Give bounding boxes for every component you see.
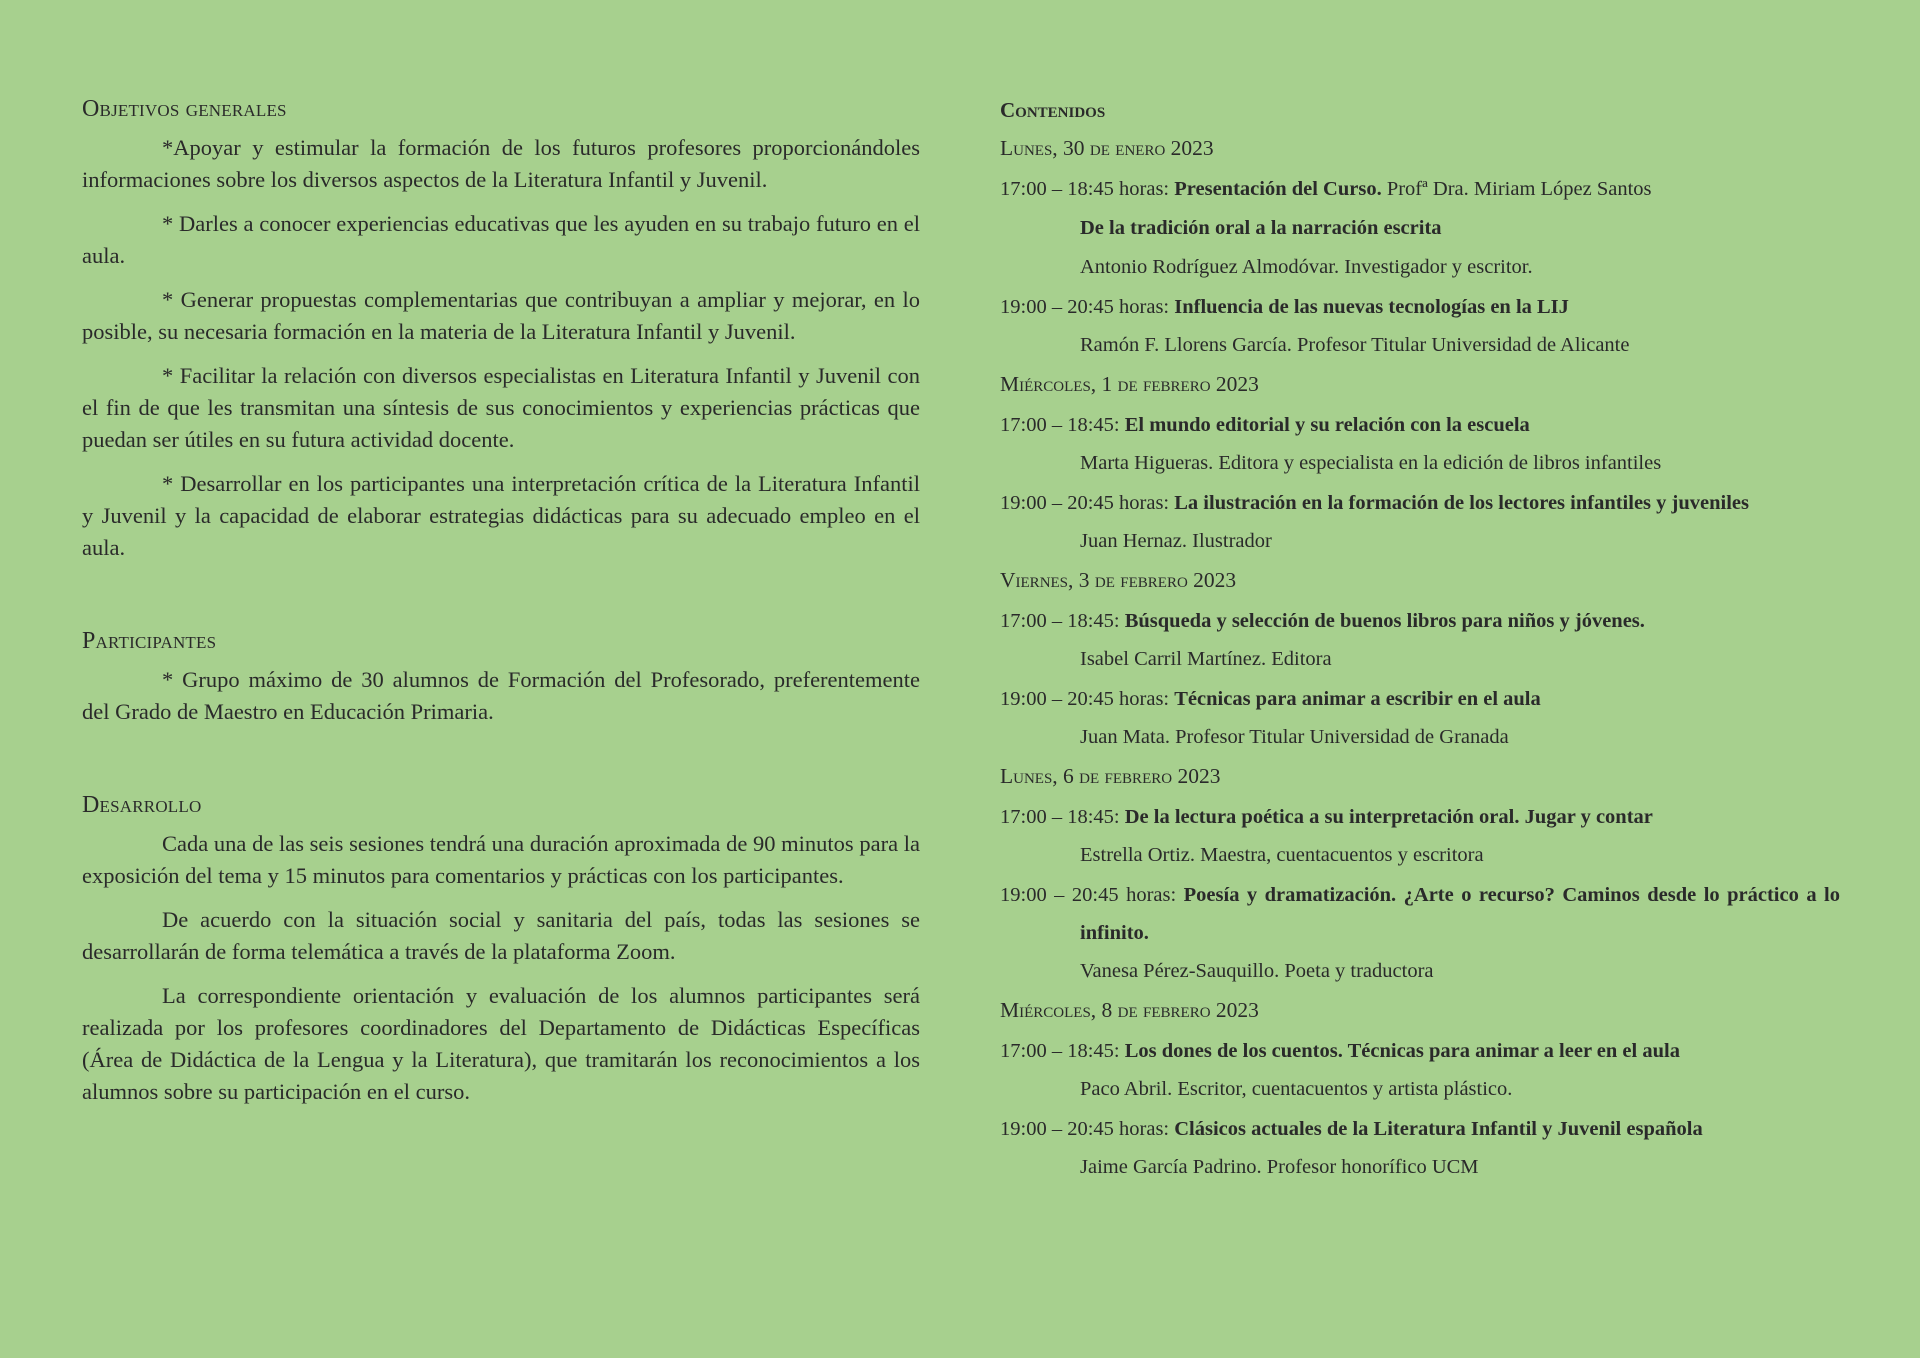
session-time: 19:00 – 20:45 horas: bbox=[1000, 688, 1175, 710]
session-time: 17:00 – 18:45: bbox=[1000, 414, 1125, 436]
session bbox=[1000, 602, 1840, 640]
session-speaker: Isabel Carril Martínez. Editora bbox=[1080, 648, 1332, 670]
day-heading: Miércoles, 1 de febrero 2023 bbox=[1000, 372, 1259, 396]
session-title: Influencia de las nuevas tecnologías en la LIJ bbox=[1174, 296, 1569, 318]
day-heading: Viernes, 3 de febrero 2023 bbox=[1000, 568, 1237, 592]
objetivo-item: *Apoyar y estimular la formación de los futuros profesores proporcionándoles informaciones sobre los diversos aspectos de la Literatura Infantil y Juvenil. bbox=[82, 135, 920, 192]
session-title: De la lectura poética a su interpretación oral. Jugar y contar bbox=[1124, 806, 1653, 828]
objetivo-item: * Darles a conocer experiencias educativas que les ayuden en su trabajo futuro en el aula. bbox=[82, 211, 920, 268]
participantes-heading: Participantes bbox=[82, 628, 217, 654]
participantes-item: * Grupo máximo de 30 alumnos de Formación del Profesorado, preferentemente del Grado de Maestro en Educación Primaria. bbox=[82, 667, 920, 724]
session-time: 19:00 – 20:45 horas: bbox=[1000, 884, 1184, 906]
session bbox=[1000, 680, 1840, 718]
session-title: Los dones de los cuentos. Técnicas para animar a leer en el aula bbox=[1124, 1040, 1680, 1062]
objetivos-heading: Objetivos generales bbox=[82, 96, 287, 122]
session bbox=[1000, 484, 1840, 522]
session bbox=[1000, 876, 1840, 952]
desarrollo-heading: Desarrollo bbox=[82, 792, 202, 818]
session-time: 17:00 – 18:45: bbox=[1000, 806, 1125, 828]
contenidos-heading: Contenidos bbox=[1000, 98, 1106, 122]
session-speaker: Vanesa Pérez-Sauquillo. Poeta y traductora bbox=[1080, 960, 1434, 982]
session-title: Clásicos actuales de la Literatura Infantil y Juvenil española bbox=[1174, 1118, 1703, 1140]
day-heading: Lunes, 6 de febrero 2023 bbox=[1000, 764, 1221, 788]
session bbox=[1000, 1110, 1840, 1148]
session-speaker: Paco Abril. Escritor, cuentacuentos y artista plástico. bbox=[1080, 1078, 1513, 1100]
session bbox=[1000, 406, 1840, 444]
session bbox=[1000, 288, 1840, 326]
desarrollo-item: La correspondiente orientación y evaluación de los alumnos participantes será realizada por los profesores coordinadores del Departamento de Didácticas Específicas (Área de Didáctica de la Lengua y la Literatura), que tramitarán los reconocimientos a los alumnos sobre su participación en el curso. bbox=[82, 983, 920, 1104]
session-time: 17:00 – 18:45: bbox=[1000, 1040, 1125, 1062]
session-title: Búsqueda y selección de buenos libros para niños y jóvenes. bbox=[1124, 610, 1645, 632]
session-title: La ilustración en la formación de los lectores infantiles y juveniles bbox=[1174, 492, 1749, 514]
session-speaker: Juan Hernaz. Ilustrador bbox=[1080, 530, 1272, 552]
session-speaker: Estrella Ortiz. Maestra, cuentacuentos y escritora bbox=[1080, 844, 1484, 866]
session-speaker: Juan Mata. Profesor Titular Universidad de Granada bbox=[1080, 726, 1509, 748]
objetivo-item: * Generar propuestas complementarias que contribuyan a ampliar y mejorar, en lo posible, su necesaria formación en la materia de la Literatura Infantil y Juvenil. bbox=[82, 287, 920, 344]
objetivo-item: * Facilitar la relación con diversos especialistas en Literatura Infantil y Juvenil con el fin de que les transmitan una síntesis de sus conocimientos y experiencias prácticas que puedan ser útiles en su futura actividad docente. bbox=[82, 363, 920, 452]
session-speaker: Ramón F. Llorens García. Profesor Titular Universidad de Alicante bbox=[1080, 334, 1630, 356]
session-intro: Profª Dra. Miriam López Santos bbox=[1381, 178, 1652, 200]
session bbox=[1000, 1032, 1840, 1070]
session-time: 19:00 – 20:45 horas: bbox=[1000, 492, 1175, 514]
session-title: Técnicas para animar a escribir en el aula bbox=[1174, 688, 1541, 710]
right-column bbox=[1000, 92, 1840, 1188]
session-time: 17:00 – 18:45: bbox=[1000, 610, 1125, 632]
objetivo-item: * Desarrollar en los participantes una interpretación crítica de la Literatura Infantil y Juvenil y la capacidad de elaborar estrategias didácticas para su adecuado empleo en el aula. bbox=[82, 471, 920, 560]
left-column bbox=[82, 92, 920, 1120]
session-subtitle: De la tradición oral a la narración escrita bbox=[1080, 217, 1442, 239]
session-title: El mundo editorial y su relación con la escuela bbox=[1124, 414, 1530, 436]
day-heading: Miércoles, 8 de febrero 2023 bbox=[1000, 998, 1259, 1022]
session-time: 17:00 – 18:45 horas: bbox=[1000, 178, 1175, 200]
session-title: Presentación del Curso. bbox=[1174, 178, 1382, 200]
spacer bbox=[82, 576, 920, 624]
session-title: Poesía y dramatización. ¿Arte o recurso? Caminos desde lo práctico a lo infinito. bbox=[1080, 884, 1840, 944]
session bbox=[1000, 798, 1840, 836]
session-time: 19:00 – 20:45 horas: bbox=[1000, 296, 1175, 318]
session-speaker: Antonio Rodríguez Almodóvar. Investigador y escritor. bbox=[1080, 256, 1533, 278]
spacer bbox=[82, 740, 920, 788]
session-speaker: Marta Higueras. Editora y especialista en la edición de libros infantiles bbox=[1080, 452, 1662, 474]
session-speaker: Jaime García Padrino. Profesor honorífico UCM bbox=[1080, 1156, 1479, 1178]
day-heading: Lunes, 30 de enero 2023 bbox=[1000, 136, 1214, 160]
desarrollo-item: De acuerdo con la situación social y sanitaria del país, todas las sesiones se desarrollarán de forma telemática a través de la plataforma Zoom. bbox=[82, 907, 920, 964]
desarrollo-item: Cada una de las seis sesiones tendrá una duración aproximada de 90 minutos para la exposición del tema y 15 minutos para comentarios y prácticas con los participantes. bbox=[82, 831, 920, 888]
session bbox=[1000, 170, 1840, 208]
session-time: 19:00 – 20:45 horas: bbox=[1000, 1118, 1175, 1140]
